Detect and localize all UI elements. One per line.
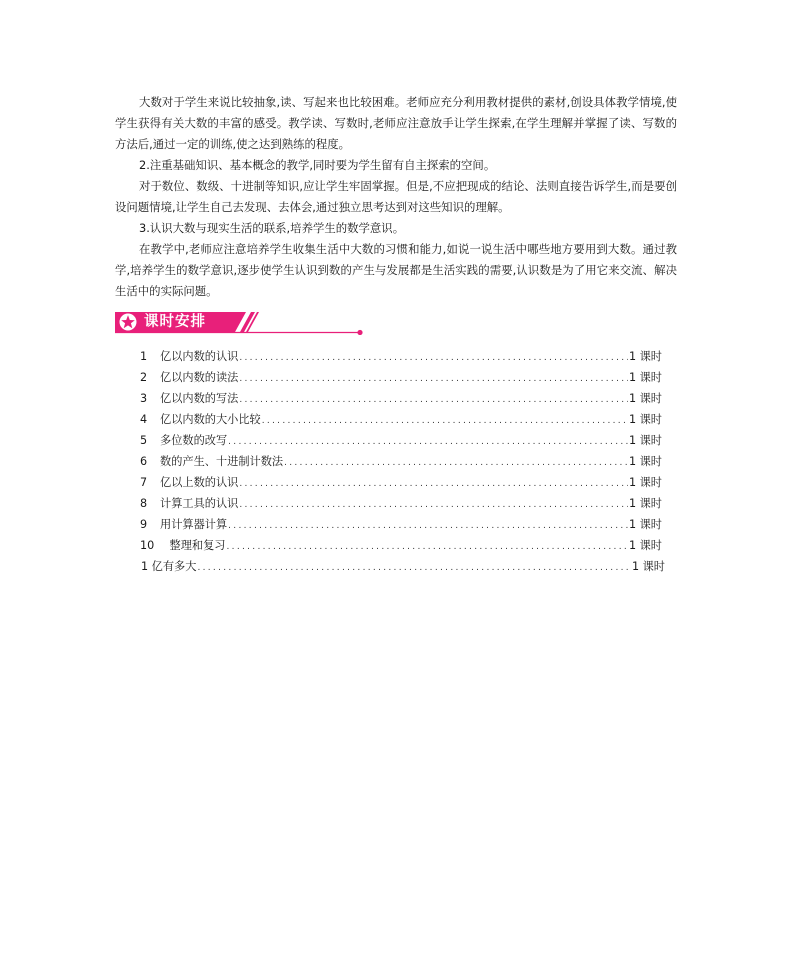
schedule-list — [115, 346, 677, 577]
item-number: 2 — [140, 371, 148, 384]
dot-leader — [284, 453, 628, 474]
item-title: 多位数的改写 — [160, 434, 228, 447]
list-item — [115, 472, 677, 493]
item-title: 数的产生、十进制计数法 — [160, 455, 284, 468]
star-icon — [120, 314, 137, 331]
item-hours: 1 课时 — [628, 413, 662, 426]
item-hours: 1 课时 — [628, 392, 662, 405]
paragraph: 对于数位、数级、十进制等知识,应让学生牢固掌握。但是,不应把现成的结论、法则直接告诉学生,而是要创设问题情境,让学生自己去发现、去体会,通过独立思考达到对这些知识的理解。 — [115, 179, 677, 214]
page-content — [115, 92, 677, 577]
item-hours: 1 课时 — [628, 350, 662, 363]
dot-leader — [262, 411, 628, 432]
list-item — [115, 451, 677, 472]
dot-leader — [197, 558, 631, 579]
dot-leader — [239, 369, 628, 390]
item-title: 亿以内数的读法 — [160, 371, 239, 384]
paragraph: 2.注重基础知识、基本概念的教学,同时要为学生留有自主探索的空间。 — [139, 158, 496, 172]
item-hours: 1 课时 — [628, 455, 662, 468]
item-hours: 1 课时 — [631, 560, 665, 573]
item-hours: 1 课时 — [628, 371, 662, 384]
paragraph: 大数对于学生来说比较抽象,读、写起来也比较困难。老师应充分利用教材提供的素材,创设具体教学情境,使学生获得有关大数的丰富的感受。教学读、写数时,老师应注意放手让学生探索,在学生理解并掌握了读、写数的方法后,通过一定的训练,使之达到熟练的程度。 — [115, 95, 677, 151]
item-number: 6 — [140, 455, 148, 468]
item-hours: 1 课时 — [628, 518, 662, 531]
item-number: 8 — [140, 497, 148, 510]
item-title: 整理和复习 — [166, 539, 226, 552]
item-hours: 1 课时 — [628, 434, 662, 447]
item-number: 1 — [140, 350, 148, 363]
item-title: 亿以内数的大小比较 — [160, 413, 261, 426]
item-hours: 1 课时 — [628, 476, 662, 489]
dot-leader — [228, 432, 628, 453]
list-item — [115, 535, 677, 556]
list-item — [115, 430, 677, 451]
dot-leader — [239, 495, 628, 516]
list-item — [115, 514, 677, 535]
item-title: 亿以内数的认识 — [160, 350, 239, 363]
item-number: 3 — [140, 392, 148, 405]
item-number: 10 — [140, 539, 155, 552]
item-title: 用计算器计算 — [160, 518, 228, 531]
item-title: 亿以内数的写法 — [160, 392, 239, 405]
item-number: 9 — [140, 518, 148, 531]
item-number: 7 — [140, 476, 148, 489]
item-title: 1 亿有多大 — [141, 560, 197, 573]
list-item — [115, 367, 677, 388]
paragraph: 3.认识大数与现实生活的联系,培养学生的数学意识。 — [139, 221, 405, 235]
paragraph: 在教学中,老师应注意培养学生收集生活中大数的习惯和能力,如说一说生活中哪些地方要用到大数。通过教学,培养学生的数学意识,逐步使学生认识到数的产生与发展都是生活实践的需要,认识数是为了用它来交流、解决生活中的实际问题。 — [115, 242, 677, 298]
dot-leader — [228, 516, 628, 537]
item-number: 4 — [140, 413, 148, 426]
section-title: 课时安排 — [144, 314, 206, 330]
item-hours: 1 课时 — [628, 539, 662, 552]
section-heading — [115, 311, 375, 333]
list-item — [115, 388, 677, 409]
dot-leader — [239, 474, 628, 495]
item-title: 计算工具的认识 — [160, 497, 239, 510]
list-item — [115, 409, 677, 430]
list-item — [115, 346, 677, 367]
list-item — [115, 493, 677, 514]
item-number: 5 — [140, 434, 148, 447]
item-hours: 1 课时 — [628, 497, 662, 510]
item-title: 亿以上数的认识 — [160, 476, 239, 489]
list-item — [115, 556, 677, 577]
dot-leader — [239, 390, 628, 411]
dot-leader — [239, 348, 628, 369]
body-text — [115, 92, 677, 302]
dot-leader — [227, 537, 628, 558]
